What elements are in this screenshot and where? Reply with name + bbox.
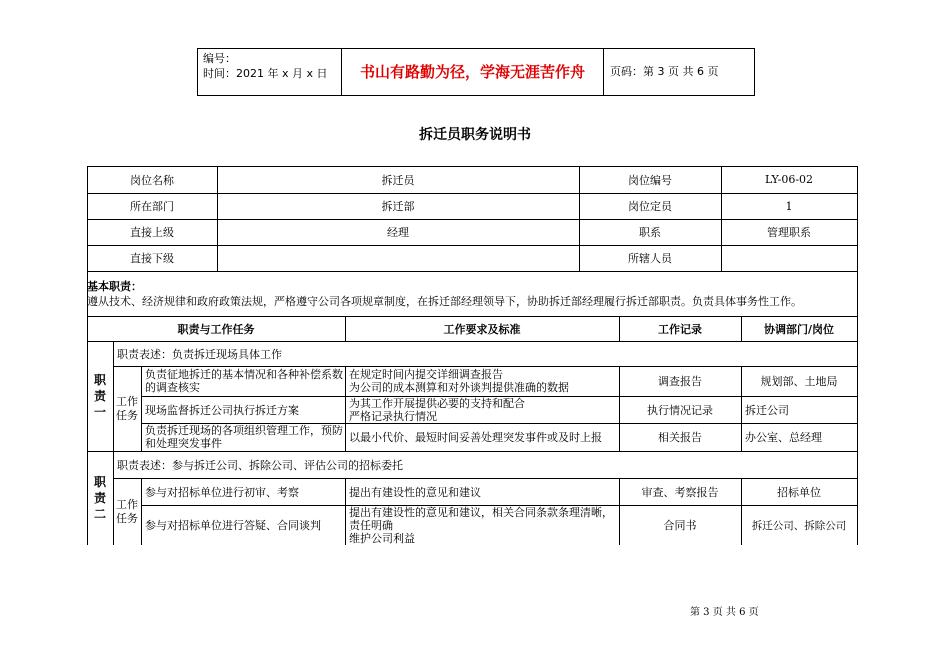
duty2-task-2: 参与对招标单位进行答疑、合同谈判 — [145, 519, 321, 532]
label-superior: 直接上级 — [130, 226, 174, 239]
value-post-code: LY-06-02 — [764, 173, 814, 186]
value-headcount: 1 — [785, 199, 793, 213]
value-job-family: 管理职系 — [767, 226, 811, 239]
page-footer: 第 3 页 共 6 页 — [690, 607, 759, 618]
duty1-record-3: 相关报告 — [658, 431, 702, 444]
slogan: 书山有路勤为径，学海无涯苦作舟 — [342, 49, 604, 95]
duty2-req-2: 提出有建设性的意见和建议，相关合同条款条理清晰，责任明确 维护公司利益 — [349, 505, 613, 545]
document-header — [197, 48, 755, 96]
duty1-statement: 职责表述：负责拆迁现场具体工作 — [117, 347, 282, 361]
duty2-task-1: 参与对招标单位进行初审、考察 — [145, 485, 299, 499]
duty2-statement: 职责表述：参与拆迁公司、拆除公司、评估公司的招标委托 — [117, 458, 403, 472]
col-coord: 协调部门/岗位 — [763, 322, 835, 336]
label-post-name: 岗位名称 — [130, 173, 174, 187]
label-headcount: 岗位定员 — [628, 200, 672, 213]
duty1-coord-1: 规划部、土地局 — [760, 375, 838, 388]
number-label: 编号： — [203, 52, 236, 65]
duty1-record-1: 调查报告 — [658, 375, 702, 388]
label-post-code: 岗位编号 — [628, 173, 672, 187]
value-superior: 经理 — [387, 226, 409, 239]
duty2-req-1: 提出有建设性的意见和建议 — [349, 485, 481, 499]
label-department: 所在部门 — [130, 200, 174, 213]
col-tasks: 职责与工作任务 — [177, 322, 255, 336]
duty2-label — [87, 451, 113, 545]
duty1-task-2: 现场监督拆迁公司执行拆迁方案 — [145, 403, 299, 417]
duty2-work-tasks-label — [113, 478, 141, 545]
value-subordinate — [217, 245, 579, 271]
label-subordinate: 直接下级 — [130, 252, 174, 265]
basic-duties — [87, 279, 857, 309]
duty1-task-3: 负责拆迁现场的各项组织管理工作，预防和处理突发事件 — [145, 424, 343, 450]
duty1-work-tasks-text: 工作任务 — [116, 394, 138, 422]
duty1-req-3: 以最小代价、最短时间妥善处理突发事件或及时上报 — [349, 430, 602, 444]
header-meta — [198, 49, 342, 95]
duty1-req-2: 为其工作开展提供必要的支持和配合 严格记录执行情况 — [349, 396, 525, 423]
duty1-label-text: 职责一 — [93, 373, 106, 419]
label-staff: 所辖人员 — [628, 252, 672, 265]
duty2-coord-2: 拆迁公司、拆除公司 — [751, 519, 847, 532]
duty2-record-1: 审查、考察报告 — [641, 485, 719, 499]
basic-duties-heading: 基本职责： — [87, 280, 142, 293]
page-label: 页码：第 3 页 共 6 页 — [610, 65, 719, 78]
duty1-work-tasks-label — [113, 366, 141, 451]
col-requirements: 工作要求及标准 — [443, 322, 521, 336]
duty2-coord-1: 招标单位 — [777, 485, 821, 499]
value-department: 拆迁部 — [381, 200, 415, 213]
duty1-task-1: 负责征地拆迁的基本情况和各种补偿系数的调查核实 — [145, 368, 343, 394]
label-job-family: 职系 — [639, 226, 661, 239]
document-title: 拆迁员职务说明书 — [419, 127, 531, 143]
duty1-label — [87, 341, 113, 451]
duty2-work-tasks-text: 工作任务 — [116, 497, 138, 525]
time-label: 时间：2021 年 x 月 x 日 — [203, 67, 328, 80]
col-records: 工作记录 — [658, 322, 702, 336]
value-post-name: 拆迁员 — [381, 173, 415, 187]
duty2-record-2: 合同书 — [663, 519, 697, 532]
duty1-coord-2: 拆迁公司 — [745, 403, 789, 417]
duty1-req-1: 在规定时间内提交详细调查报告 为公司的成本测算和对外谈判提供准确的数据 — [349, 368, 569, 394]
duty2-label-text: 职责二 — [93, 475, 106, 521]
value-staff — [721, 245, 857, 271]
duty1-coord-3: 办公室、总经理 — [745, 431, 822, 444]
basic-duties-text: 遵从技术、经济规律和政府政策法规，严格遵守公司各项规章制度，在拆迁部经理领导下，协助拆迁部经理履行拆迁部职责。负责具体事务性工作。 — [87, 295, 802, 308]
duty1-record-2: 执行情况记录 — [647, 403, 713, 417]
